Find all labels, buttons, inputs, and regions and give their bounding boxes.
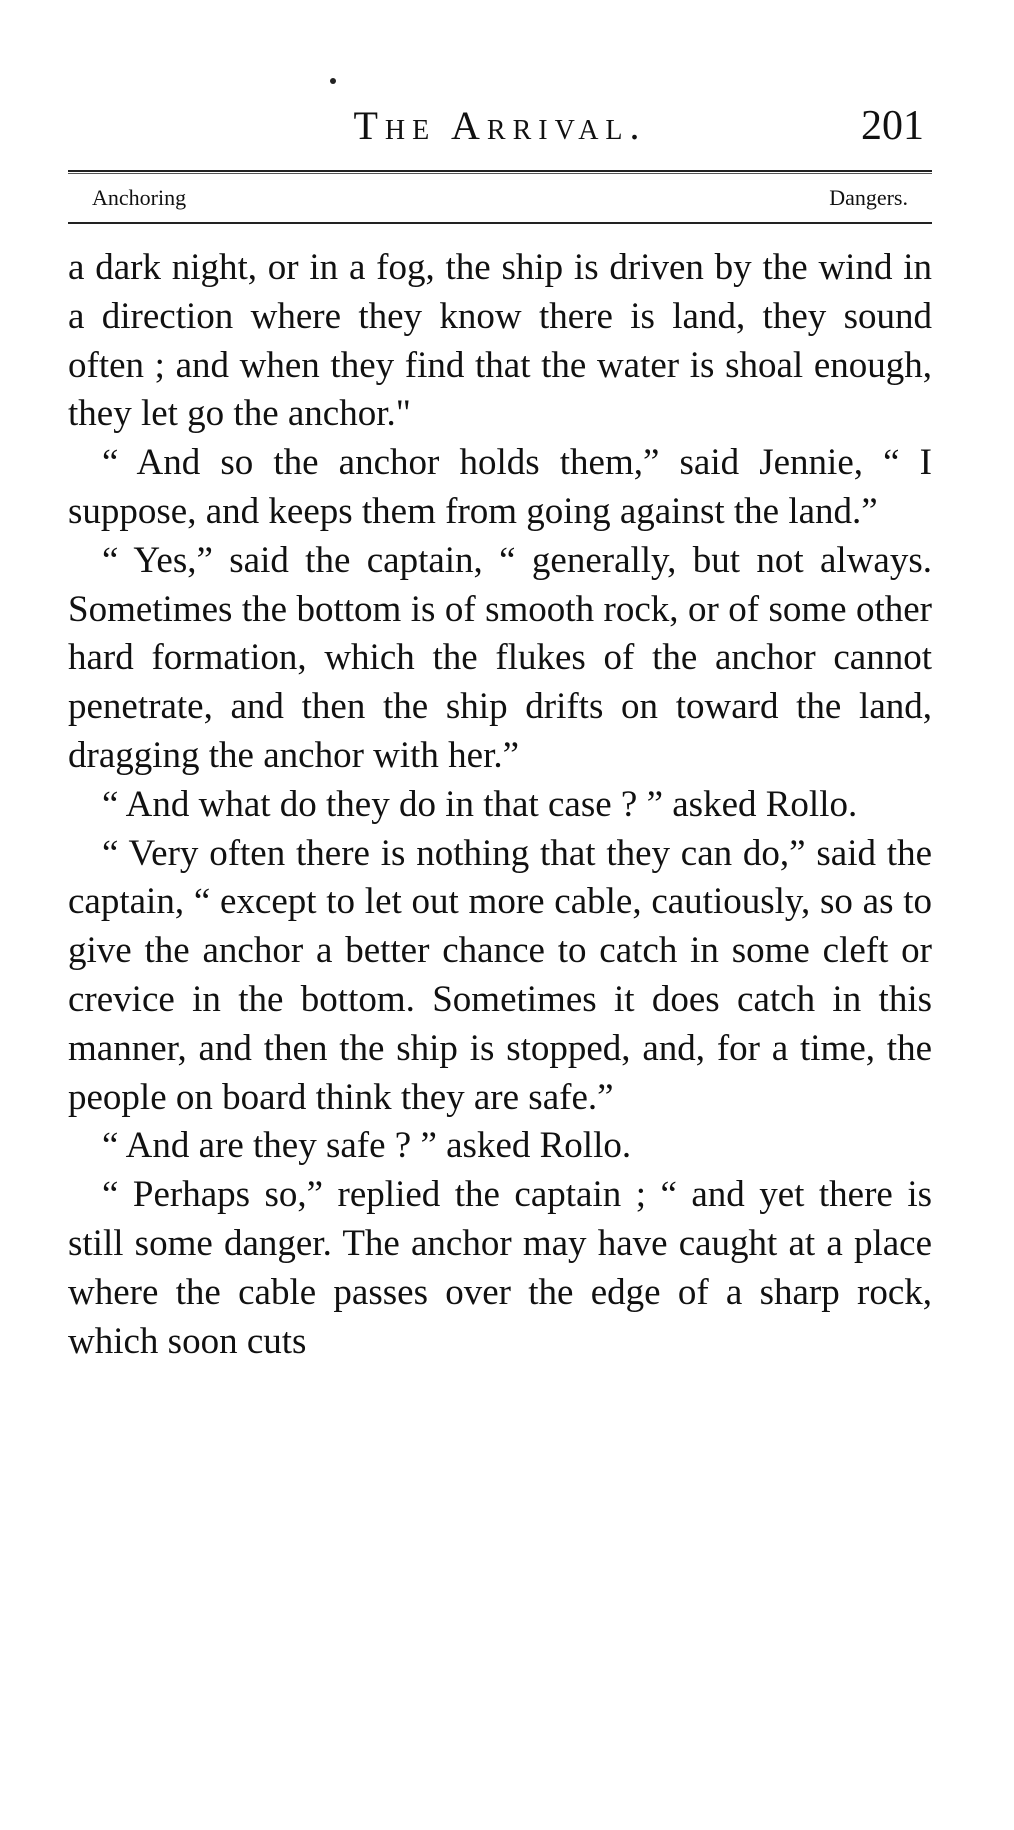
page-number: 201 xyxy=(861,103,924,149)
paragraph-continuation: a dark night, or in a fog, the ship is driven by the wind in a direction where they know there is land, they sound often ; and when they find that the water is shoal enough, they let go the anchor." xyxy=(68,247,932,435)
paragraph-captain-generally: “ Yes,” said the captain, “ generally, but not always. Sometimes the bottom is of smooth rock, or of some other hard formation, which the flukes of the anchor cannot penetrate, and then the ship drifts on toward the land, dragging the anchor with her.” xyxy=(68,539,932,776)
header-rule-bottom xyxy=(68,222,932,224)
running-head xyxy=(68,98,932,154)
right-topic: Dangers. xyxy=(829,185,908,210)
topic-subhead xyxy=(68,178,932,218)
paragraph-jennie: “ And so the anchor holds them,” said Jennie, “ I suppose, and keeps them from going against the land.” xyxy=(68,442,932,532)
chapter-title: The Arrival. xyxy=(353,103,647,148)
paragraph-captain-cable: “ Very often there is nothing that they can do,” said the captain, “ except to let out more cable, cautiously, so as to give the anchor a better chance to catch in some cleft or crevice in the bottom. Sometimes it does catch in this manner, and then the ship is stopped, and, for a time, the people on board think they are safe.” xyxy=(68,832,932,1118)
paragraph-rollo-safe: “ And are they safe ? ” asked Rollo. xyxy=(102,1125,632,1167)
paragraph-rollo-question: “ And what do they do in that case ? ” asked Rollo. xyxy=(102,783,858,825)
book-page xyxy=(68,0,932,1830)
body-text xyxy=(68,244,932,1366)
print-mark xyxy=(330,78,336,84)
paragraph-captain-danger: “ Perhaps so,” replied the captain ; “ and yet there is still some danger. The anchor may have caught at a place where the cable passes over the edge of a sharp rock, which soon cuts xyxy=(68,1174,932,1362)
left-topic: Anchoring xyxy=(92,185,187,210)
header-rule-top xyxy=(68,170,932,172)
